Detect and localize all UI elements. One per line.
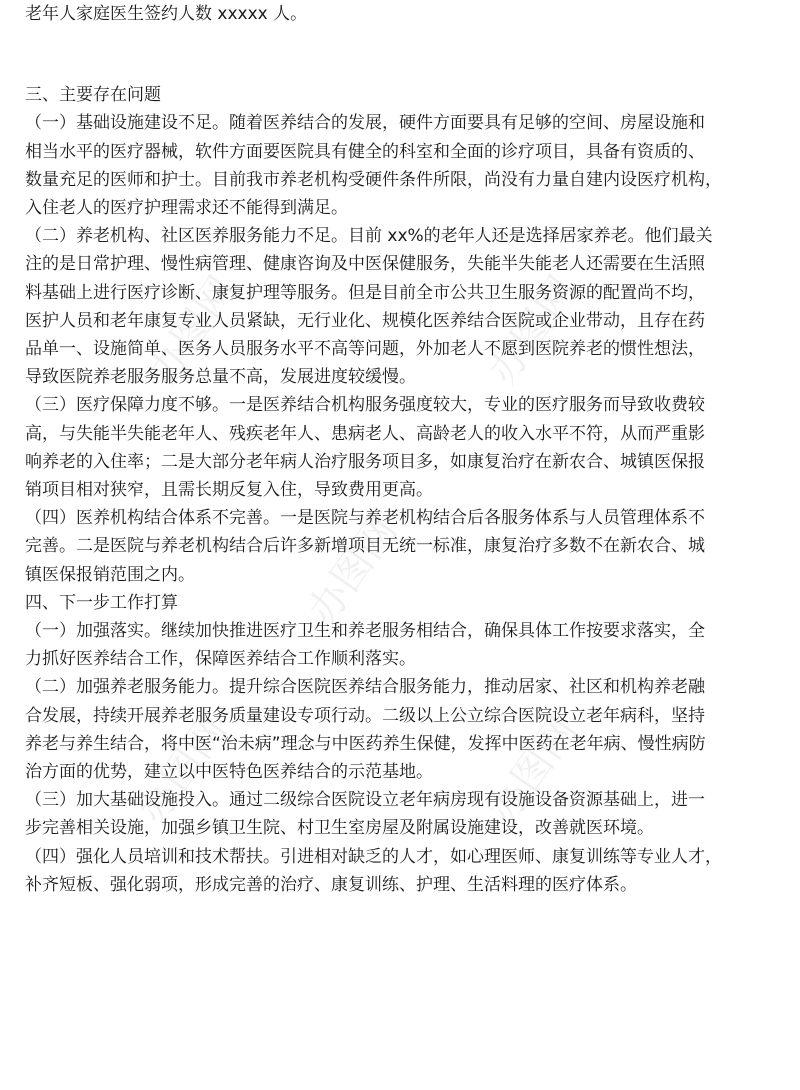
paragraph-line: （三）医疗保障力度不够。一是医养结合机构服务强度较大，专业的医疗服务而导致收费较 — [25, 395, 705, 416]
paragraph-line: 入住老人的医疗护理需求还不能得到满足。 — [25, 198, 348, 219]
paragraph-line: （四）医养机构结合体系不完善。一是医院与养老机构结合后各服务体系与人员管理体系不 — [25, 508, 705, 529]
paragraph-line: 响养老的入住率；二是大部分老年病人治疗服务项目多，如康复治疗在新农合、城镇医保报 — [25, 451, 705, 472]
paragraph-line: （一）基础设施建设不足。随着医养结合的发展，硬件方面要具有足够的空间、房屋设施和 — [25, 113, 705, 134]
paragraph-line: 医护人员和老年康复专业人员紧缺，无行业化、规模化医养结合医院或企业带动，且存在药 — [25, 310, 705, 331]
watermark: 办图网 — [139, 268, 247, 393]
paragraph-line: 品单一、设施简单、医务人员服务水平不高等问题，外加老人不愿到医院养老的惯性想法， — [25, 339, 705, 360]
watermark: 办图网 — [479, 708, 587, 833]
paragraph-line: 治方面的优势，建立以中医特色医养结合的示范基地。 — [25, 762, 433, 783]
document-body — [25, 81, 775, 899]
paragraph-line: 相当水平的医疗器械，软件方面要医院具有健全的科室和全面的诊疗项目，具备有资质的、 — [25, 141, 705, 162]
paragraph-line: 销项目相对狭窄，且需长期反复入住，导致费用更高。 — [25, 480, 433, 501]
paragraph-line: 步完善相关设施，加强乡镇卫生院、村卫生室房屋及附属设施建设，改善就医环境。 — [25, 818, 654, 839]
paragraph-line: （二）加强养老服务能力。提升综合医院医养结合服务能力，推动居家、社区和机构养老融 — [25, 677, 705, 698]
paragraph-line: 镇医保报销范围之内。 — [25, 564, 195, 585]
paragraph-line: 导致医院养老服务服务总量不高，发展进度较缓慢。 — [25, 367, 416, 388]
paragraph-line: 数量充足的医师和护士。目前我市养老机构受硬件条件所限，尚没有力量自建内设医疗机构， — [25, 169, 722, 190]
section-heading: 四、下一步工作打算 — [25, 592, 178, 613]
paragraph-line: 料基础上进行医疗诊断、康复护理等服务。但是目前全市公共卫生服务资源的配置尚不均， — [25, 282, 705, 303]
watermark: 办图网 — [299, 508, 407, 633]
watermark: 办图网 — [479, 268, 587, 393]
paragraph-line: （三）加大基础设施投入。通过二级综合医院设立老年病房现有设施设备资源基础上，进一 — [25, 790, 705, 811]
paragraph-line: 补齐短板、强化弱项，形成完善的治疗、康复训练、护理、生活料理的医疗体系。 — [25, 874, 637, 895]
section-heading: 三、主要存在问题 — [25, 85, 161, 106]
watermark: 办图网 — [129, 708, 237, 833]
paragraph-line: 高，与失能半失能老年人、残疾老年人、患病老人、高龄老人的收入水平不符，从而严重影 — [25, 423, 705, 444]
paragraph-line: 力抓好医养结合工作，保障医养结合工作顺利落实。 — [25, 649, 416, 670]
paragraph-line: （四）强化人员培训和技术帮扶。引进相对缺乏的人才，如心理医师、康复训练等专业人才， — [25, 846, 722, 867]
paragraph-line: （一）加强落实。继续加快推进医疗卫生和养老服务相结合，确保具体工作按要求落实，全 — [25, 621, 705, 642]
intro-line: 老年人家庭医生签约人数 xxxxx 人。 — [25, 4, 308, 24]
paragraph-line: （二）养老机构、社区医养服务能力不足。目前 xx%的老年人还是选择居家养老。他们最关 — [25, 226, 713, 247]
paragraph-line: 合发展，持续开展养老服务质量建设专项行动。二级以上公立综合医院设立老年病科，坚持 — [25, 705, 705, 726]
paragraph-line: 养老与养生结合，将中医“治未病”理念与中医药养生保健，发挥中医药在老年病、慢性病防 — [25, 733, 706, 754]
paragraph-line: 完善。二是医院与养老机构结合后许多新增项目无统一标准，康复治疗多数不在新农合、城 — [25, 536, 705, 557]
paragraph-line: 注的是日常护理、慢性病管理、健康咨询及中医保健服务，失能半失能老人还需要在生活照 — [25, 254, 705, 275]
